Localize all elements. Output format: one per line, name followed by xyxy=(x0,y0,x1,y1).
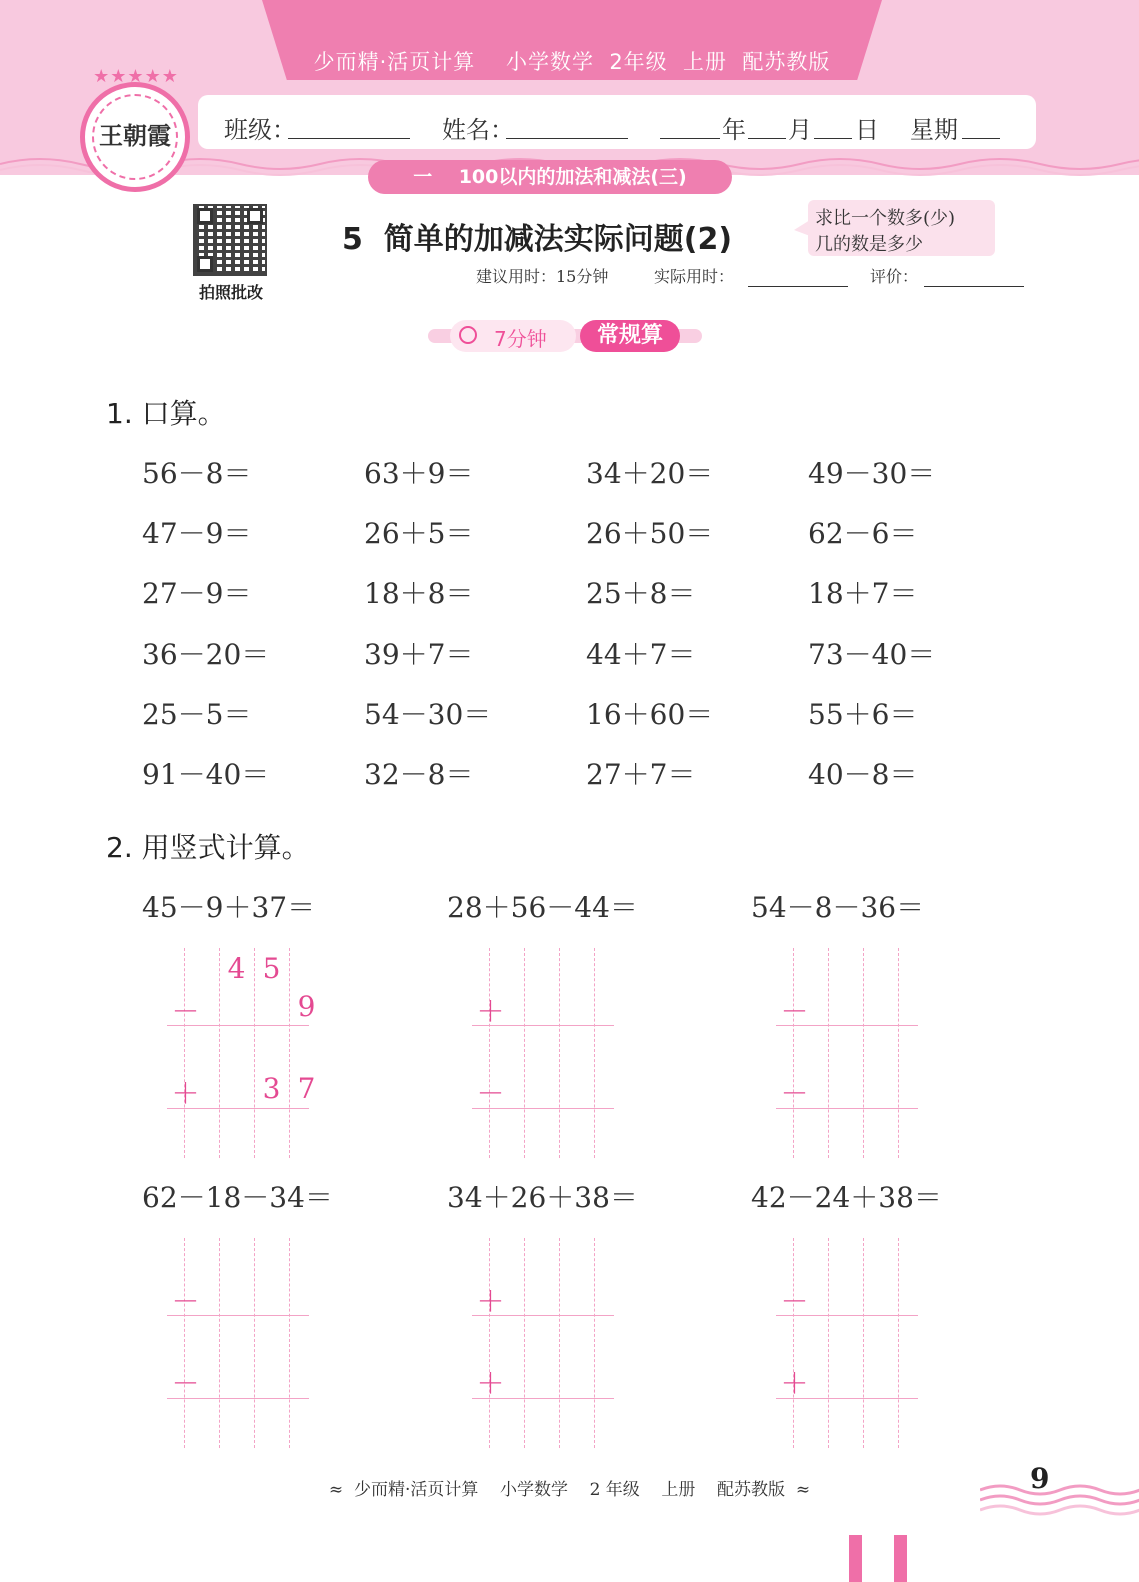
grid-column-line xyxy=(289,948,290,1158)
footer-wave xyxy=(980,1480,1139,1520)
oral-problem: 56－8＝ xyxy=(142,457,252,490)
operator-sign: － xyxy=(780,1285,809,1318)
oral-problem: 73－40＝ xyxy=(808,638,936,671)
vertical-problem-expression: 45－9＋37＝ xyxy=(142,891,316,924)
chapter-banner: 一 100以内的加法和减法(三) xyxy=(368,160,732,194)
grid-column-line xyxy=(289,1238,290,1448)
oral-problem: 26＋5＝ xyxy=(364,517,474,550)
oral-problem: 55＋6＝ xyxy=(808,698,918,731)
footer-bar-right xyxy=(894,1535,907,1582)
year-label: 年 xyxy=(722,116,746,144)
grid-column-line xyxy=(863,1238,864,1448)
oral-problem: 62－6＝ xyxy=(808,517,918,550)
digit-cell: 7 xyxy=(297,1072,316,1105)
grid-column-line xyxy=(793,948,794,1158)
oral-problem: 25＋8＝ xyxy=(586,577,696,610)
grid-column-line xyxy=(594,1238,595,1448)
class-field[interactable] xyxy=(288,110,410,139)
oral-problem: 54－30＝ xyxy=(364,698,492,731)
footer-bar-left xyxy=(849,1535,862,1582)
grid-column-line xyxy=(559,948,560,1158)
clock-icon xyxy=(459,326,477,344)
grid-column-line xyxy=(594,948,595,1158)
oral-problem: 40－8＝ xyxy=(808,758,918,791)
digit-cell: 4 xyxy=(227,952,246,985)
suggested-time: 建议用时：15分钟 xyxy=(476,267,609,286)
oral-problem: 25－5＝ xyxy=(142,698,252,731)
operator-sign: － xyxy=(171,1367,200,1400)
month-label: 月 xyxy=(788,116,812,144)
grid-column-line xyxy=(524,1238,525,1448)
oral-problem: 44＋7＝ xyxy=(586,638,696,671)
day-field[interactable] xyxy=(814,110,852,139)
footer-text: ≈ 少而精·活页计算 小学数学 2 年级 上册 配苏教版 ≈ xyxy=(328,1480,811,1500)
name-label: 姓名： xyxy=(442,116,514,144)
class-label: 班级： xyxy=(224,116,296,144)
grid-column-line xyxy=(184,1238,185,1448)
logo-stars-icon: ★★★★★ xyxy=(93,66,179,87)
oral-problem: 49－30＝ xyxy=(808,457,936,490)
oral-problem: 18＋8＝ xyxy=(364,577,474,610)
grid-column-line xyxy=(489,948,490,1158)
day-label: 日 xyxy=(855,116,879,144)
grid-column-line xyxy=(898,1238,899,1448)
oral-problem: 39＋7＝ xyxy=(364,638,474,671)
vertical-problem-expression: 34＋26＋38＝ xyxy=(447,1181,638,1214)
vertical-problem-expression: 62－18－34＝ xyxy=(142,1181,333,1214)
grid-column-line xyxy=(489,1238,490,1448)
oral-problem: 34＋20＝ xyxy=(586,457,714,490)
vertical-calc-grid[interactable] xyxy=(776,948,918,1158)
evaluation-field[interactable] xyxy=(924,270,1024,287)
operator-sign: ＋ xyxy=(476,1367,505,1400)
vertical-calc-grid[interactable] xyxy=(776,1238,918,1448)
vertical-calc-grid[interactable] xyxy=(167,948,316,1158)
weekday-field[interactable] xyxy=(962,110,1000,139)
grid-column-line xyxy=(559,1238,560,1448)
section-2-heading: 2. 用竖式计算。 xyxy=(106,831,310,864)
timer-text: 7分钟 xyxy=(494,327,547,351)
oral-problem: 16＋60＝ xyxy=(586,698,714,731)
oral-problem: 32－8＝ xyxy=(364,758,474,791)
vertical-calc-grid[interactable] xyxy=(472,1238,614,1448)
actual-time-label: 实际用时： xyxy=(654,267,735,286)
book-title: 少而精·活页计算 小学数学 2年级 上册 配苏教版 xyxy=(313,50,831,74)
page-number: 9 xyxy=(1030,1462,1050,1495)
operator-sign: ＋ xyxy=(476,995,505,1028)
vertical-calc-grid[interactable] xyxy=(167,1238,309,1448)
digit-cell: 3 xyxy=(262,1072,281,1105)
oral-problem: 26＋50＝ xyxy=(586,517,714,550)
grid-column-line xyxy=(219,1238,220,1448)
operator-sign: ＋ xyxy=(171,1077,200,1110)
grid-column-line xyxy=(828,1238,829,1448)
grid-column-line xyxy=(898,948,899,1158)
oral-problem: 36－20＝ xyxy=(142,638,270,671)
vertical-problem-expression: 28＋56－44＝ xyxy=(447,891,638,924)
grid-column-line xyxy=(254,1238,255,1448)
month-field[interactable] xyxy=(748,110,786,139)
year-field[interactable] xyxy=(660,110,720,139)
qr-label: 拍照批改 xyxy=(198,283,263,302)
name-field[interactable] xyxy=(506,110,628,139)
topic-line-2: 几的数是多少 xyxy=(815,234,923,255)
lesson-title: 5 简单的加减法实际问题(2) xyxy=(342,222,733,257)
vertical-problem-expression: 42－24＋38＝ xyxy=(751,1181,942,1214)
grid-column-line xyxy=(524,948,525,1158)
digit-cell: 5 xyxy=(262,952,281,985)
actual-time-field[interactable] xyxy=(748,270,848,287)
oral-problem: 47－9＝ xyxy=(142,517,252,550)
grid-column-line xyxy=(793,1238,794,1448)
operator-sign: － xyxy=(780,995,809,1028)
oral-problem: 27＋7＝ xyxy=(586,758,696,791)
regular-calc-label: 常规算 xyxy=(580,320,680,352)
evaluation-label: 评价： xyxy=(870,267,919,286)
topic-line-1: 求比一个数多(少) xyxy=(815,208,956,229)
oral-problem: 91－40＝ xyxy=(142,758,270,791)
qr-code-icon[interactable] xyxy=(193,204,267,276)
vertical-calc-grid[interactable] xyxy=(472,948,614,1158)
operator-sign: － xyxy=(171,1285,200,1318)
oral-problem: 63＋9＝ xyxy=(364,457,474,490)
grid-column-line xyxy=(828,948,829,1158)
logo-text: 王朝霞 xyxy=(99,121,171,150)
weekday-label: 星期 xyxy=(910,116,958,144)
grid-column-line xyxy=(863,948,864,1158)
oral-problem: 18＋7＝ xyxy=(808,577,918,610)
topic-pointer xyxy=(794,220,810,236)
grid-column-line xyxy=(184,948,185,1158)
operator-sign: ＋ xyxy=(476,1285,505,1318)
operator-sign: － xyxy=(780,1077,809,1110)
operator-sign: ＋ xyxy=(780,1367,809,1400)
operator-sign: － xyxy=(171,995,200,1028)
digit-cell: 9 xyxy=(297,990,316,1023)
oral-problem: 27－9＝ xyxy=(142,577,252,610)
section-1-heading: 1. 口算。 xyxy=(106,397,226,430)
vertical-problem-expression: 54－8－36＝ xyxy=(751,891,925,924)
operator-sign: － xyxy=(476,1077,505,1110)
